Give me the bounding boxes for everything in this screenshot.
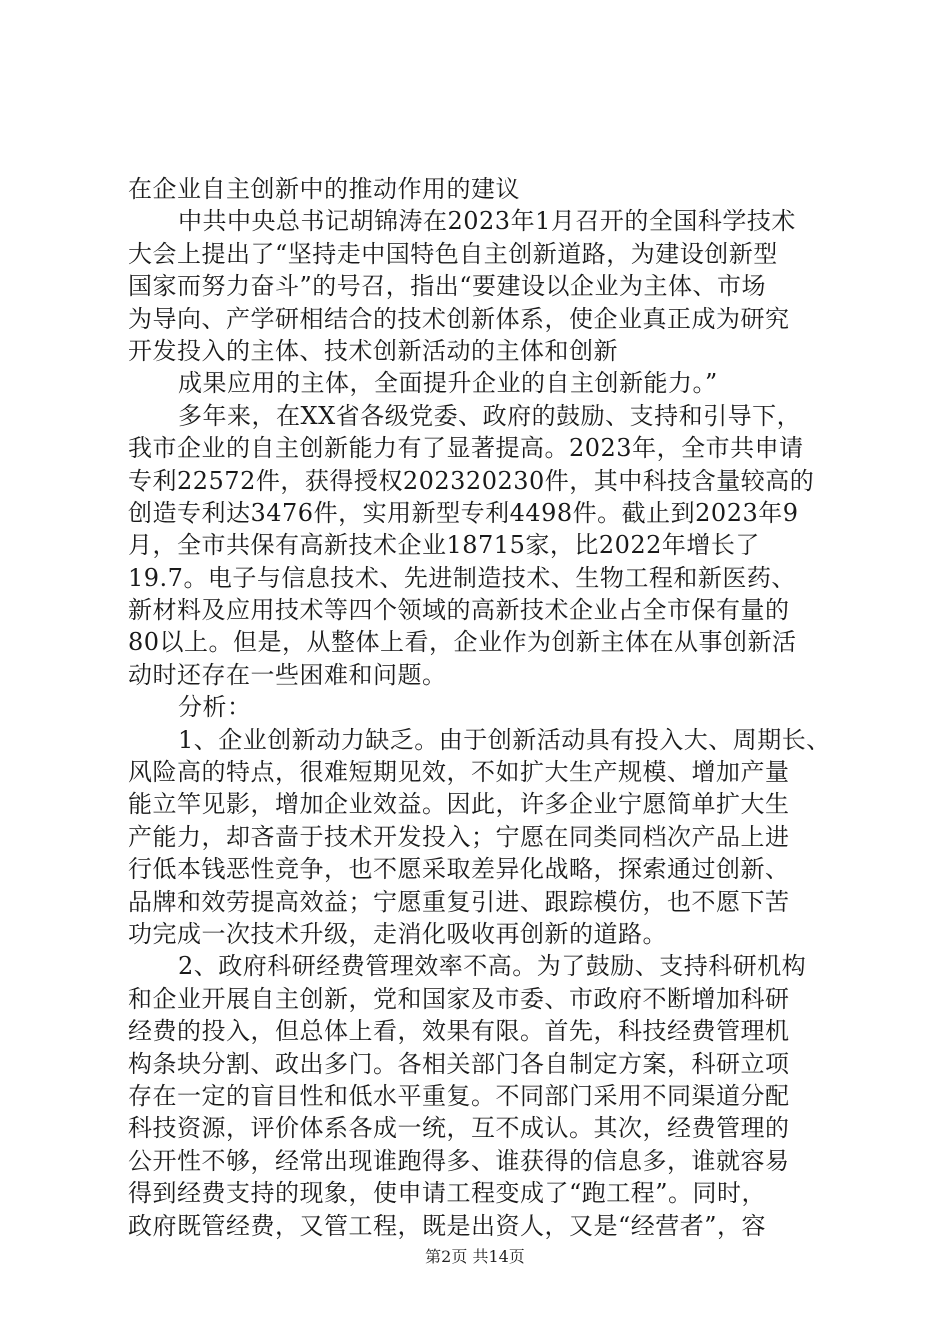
text-line: 中共中央总书记胡锦涛在2023年1月召开的全国科学技术 (178, 207, 796, 236)
text-line: 1、企业创新动力缺乏。由于创新活动具有投入大、周期长、 (178, 725, 831, 754)
text-line: 多年来，在XX省各级党委、政府的鼓励、支持和引导下， (178, 401, 802, 430)
text-line: 80以上。但是，从整体上看，企业作为创新主体在从事创新活 (128, 628, 797, 657)
text-line: 存在一定的盲目性和低水平重复。不同部门采用不同渠道分配 (128, 1081, 790, 1110)
text-line: 2、政府科研经费管理效率不高。为了鼓励、支持科研机构 (178, 952, 807, 981)
text-line: 为导向、产学研相结合的技术创新体系，使企业真正成为研究 (128, 304, 790, 333)
text-line: 能立竿见影，增加企业效益。因此，许多企业宁愿简单扩大生 (128, 790, 790, 819)
text-line: 动时还存在一些困难和问题。 (128, 660, 447, 689)
text-line: 功完成一次技术升级，走消化吸收再创新的道路。 (128, 919, 667, 948)
text-line: 成果应用的主体，全面提升企业的自主创新能力。” (178, 369, 718, 398)
text-line: 风险高的特点，很难短期见效，不如扩大生产规模、增加产量 (128, 758, 790, 787)
text-line: 产能力，却吝啬于技术开发投入；宁愿在同类同档次产品上进 (128, 822, 790, 851)
document-body (128, 173, 840, 1242)
text-line: 新材料及应用技术等四个领域的高新技术企业占全市保有量的 (128, 596, 790, 625)
text-line: 在企业自主创新中的推动作用的建议 (128, 175, 520, 203)
text-line: 专利22572件，获得授权202320230件，其中科技含量较高的 (128, 466, 815, 495)
text-line: 政府既管经费，又管工程，既是出资人，又是“经营者”，容 (128, 1211, 767, 1240)
text-line: 行低本钱恶性竞争，也不愿采取差异化战略，探索通过创新、 (128, 855, 790, 884)
text-line: 品牌和效劳提高效益；宁愿重复引进、跟踪模仿，也不愿下苦 (128, 887, 790, 916)
text-line: 构条块分割、政出多门。各相关部门各自制定方案，科研立项 (128, 1049, 790, 1078)
text-line: 和企业开展自主创新，党和国家及市委、市政府不断增加科研 (128, 984, 790, 1013)
text-line: 开发投入的主体、技术创新活动的主体和创新 (128, 336, 618, 365)
text-line: 科技资源，评价体系各成一统，互不成认。其次，经费管理的 (128, 1114, 790, 1143)
text-line: 创造专利达3476件，实用新型专利4498件。截止到2023年9 (128, 498, 799, 527)
text-line: 我市企业的自主创新能力有了显著提高。2023年，全市共申请 (128, 434, 804, 463)
text-line: 分析： (178, 693, 252, 722)
text-line: 公开性不够，经常出现谁跑得多、谁获得的信息多，谁就容易 (128, 1146, 790, 1175)
text-line: 19.7。电子与信息技术、先进制造技术、生物工程和新医药、 (128, 563, 796, 592)
text-line: 经费的投入，但总体上看，效果有限。首先，科技经费管理机 (128, 1017, 790, 1046)
text-line: 大会上提出了“坚持走中国特色自主创新道路，为建设创新型 (128, 239, 778, 268)
page-footer: 第2页 共14页 (425, 1247, 525, 1266)
text-line: 月，全市共保有高新技术企业18715家，比2022年增长了 (128, 531, 760, 560)
text-line: 国家而努力奋斗”的号召，指出“要建设以企业为主体、市场 (128, 272, 767, 301)
text-line: 得到经费支持的现象，使申请工程变成了“跑工程”。同时， (128, 1179, 767, 1208)
